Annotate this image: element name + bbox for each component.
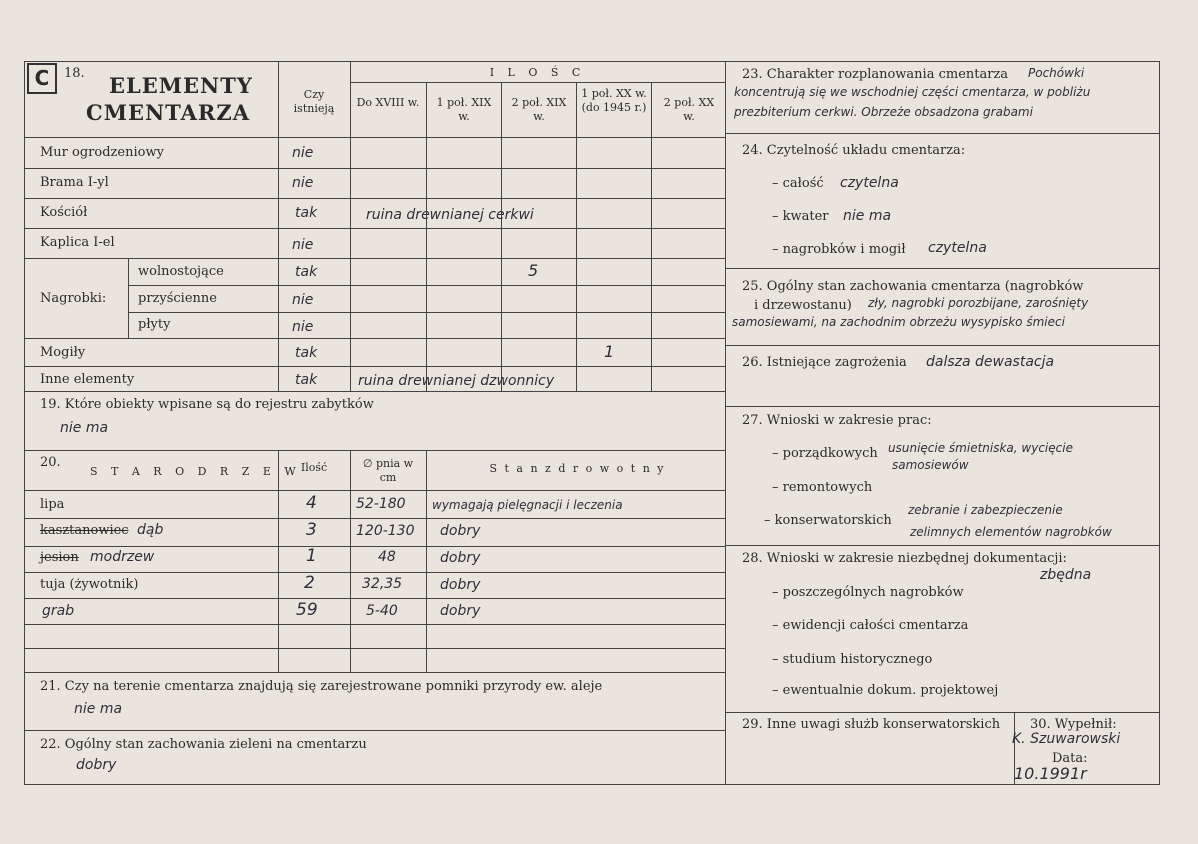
grid-v: [278, 61, 279, 391]
section-19-answer: nie ma: [60, 420, 109, 436]
section-27-a: – porządkowych: [772, 446, 878, 461]
tree-fi: 32,35: [362, 576, 403, 592]
starodrzew-title: S T A R O D R Z E W: [90, 465, 301, 478]
section-24-b: – kwater: [772, 209, 829, 224]
grid-h: [350, 82, 725, 83]
section-21-answer: nie ma: [74, 701, 123, 717]
grid-h: [24, 490, 725, 491]
section-24-a: – całość: [772, 176, 824, 191]
section-23-text: prezbiterium cerkwi. Obrzeże obsadzona grabami: [734, 105, 1033, 119]
tree-alt-name: dąb: [137, 522, 164, 538]
grid-h: [24, 598, 725, 599]
col-1pol-xx: 1 poł. XX w. (do 1945 r.): [581, 87, 647, 114]
section-c-badge: C: [27, 63, 57, 94]
section-28-text: zbędna: [1040, 567, 1092, 583]
grid-h: [24, 450, 725, 451]
section-27-b: – remontowych: [772, 480, 873, 495]
section-27-c-text: zebranie i zabezpieczenie: [908, 503, 1063, 517]
section-24-b-value: nie ma: [843, 208, 892, 224]
filled-by-name: K. Szuwarowski: [1012, 731, 1121, 747]
section-25-text: samosiewami, na zachodnim obrzeżu wysypisko śmieci: [732, 315, 1065, 329]
section-26-text: dalsza dewastacja: [926, 354, 1055, 370]
tree-name: jesion: [40, 550, 79, 565]
section-25-label-2: i drzewostanu): [754, 298, 852, 313]
row-value: nie: [292, 175, 314, 191]
section-23-label: 23. Charakter rozplanowania cmentarza: [742, 67, 1009, 82]
section-24-c-value: czytelna: [928, 240, 987, 256]
grid-v: [128, 258, 129, 338]
tree-fi: 48: [378, 549, 396, 565]
col-stan: S t a n z d r o w o t n y: [489, 462, 666, 475]
row-note: ruina drewnianej dzwonnicy: [358, 373, 555, 389]
section-29-label: 29. Inne uwagi służb konserwatorskich: [742, 717, 1001, 732]
col-ilosc: Ilość: [300, 461, 328, 474]
row-value: tak: [295, 205, 318, 221]
grid-h: [24, 672, 725, 673]
grid-h: [24, 730, 725, 731]
tree-count: 4: [306, 493, 317, 513]
tree-stan: dobry: [440, 577, 481, 593]
tree-stan: dobry: [440, 603, 481, 619]
grid-v: [350, 61, 351, 391]
row-label: Kaplica I-el: [40, 235, 115, 250]
grid-v: [501, 82, 502, 391]
row-label: Kościół: [40, 205, 88, 220]
section-24-a-value: czytelna: [840, 175, 899, 191]
row-label: Mogiły: [40, 345, 86, 360]
section-30-label: 30. Wypełnił:: [1030, 717, 1117, 732]
frame-right: [1159, 61, 1160, 784]
col-1pol-xix: 1 poł. XIX w.: [436, 96, 492, 123]
section-25-label-1: 25. Ogólny stan zachowania cmentarza (nagrobków: [742, 279, 1084, 294]
grid-h: [24, 572, 725, 573]
grid-h: [24, 366, 725, 367]
grid-h: [24, 338, 725, 339]
grid-h: [725, 345, 1159, 346]
row-label: Brama I-yl: [40, 175, 109, 190]
date-label: Data:: [1052, 751, 1088, 766]
section-27-a-text: samosiewów: [892, 458, 969, 472]
section-24-label: 24. Czytelność układu cmentarza:: [742, 143, 966, 158]
section-23-text: Pochówki: [1028, 66, 1085, 80]
section-22-label: 22. Ogólny stan zachowania zieleni na cmentarzu: [40, 737, 367, 752]
row-value: tak: [295, 345, 318, 361]
col-2pol-xx: 2 poł. XX w.: [663, 96, 715, 123]
grid-h: [24, 391, 725, 392]
section-28-a: – poszczególnych nagrobków: [772, 585, 964, 600]
tree-fi: 5-40: [366, 603, 398, 619]
grid-h: [725, 268, 1159, 269]
section-28-d: – ewentualnie dokum. projektowej: [772, 683, 999, 698]
tree-stan: dobry: [440, 523, 481, 539]
grid-h: [24, 546, 725, 547]
col-czy-istnieja: Czy istnieją: [293, 88, 335, 115]
section-28-label: 28. Wnioski w zakresie niezbędnej dokumentacji:: [742, 551, 1067, 566]
section-27-c-text: zelimnych elementów nagrobków: [910, 525, 1112, 539]
grid-h: [24, 648, 725, 649]
section-23-text: koncentrują się we wschodniej części cmentarza, w pobliżu: [734, 85, 1091, 99]
grid-h: [24, 228, 725, 229]
grid-v: [426, 450, 427, 672]
grid-h: [24, 624, 725, 625]
row-label: Mur ogrodzeniowy: [40, 145, 164, 160]
grid-h: [725, 133, 1159, 134]
row-label: wolnostojące: [138, 264, 224, 279]
section-25-text: zły, nagrobki porozbijane, zarośnięty: [868, 296, 1089, 310]
grid-h: [24, 137, 725, 138]
tree-alt-name: modrzew: [90, 549, 155, 565]
row-value: nie: [292, 145, 314, 161]
col-fi: ∅ pnia w cm: [362, 457, 414, 484]
row-value: nie: [292, 292, 314, 308]
col-ilosc-header: I L O Ś C: [489, 66, 586, 79]
section-22-answer: dobry: [76, 757, 117, 773]
grid-v: [278, 450, 279, 672]
tree-count: 3: [306, 520, 317, 540]
grid-h: [128, 312, 725, 313]
tree-fi: 120-130: [356, 523, 415, 539]
section-18-title-2: CMENTARZA: [86, 100, 251, 125]
tree-fi: 52-180: [356, 496, 406, 512]
section-28-b: – ewidencji całości cmentarza: [772, 618, 969, 633]
col-2pol-xix: 2 poł. XIX w.: [511, 96, 567, 123]
filled-date: 10.1991r: [1014, 764, 1087, 783]
grid-v: [350, 450, 351, 672]
nagrobki-label: Nagrobki:: [40, 291, 107, 306]
section-27-c: – konserwatorskich: [764, 513, 892, 528]
grid-v: [651, 82, 652, 391]
grid-h: [128, 285, 725, 286]
row-value: tak: [295, 264, 318, 280]
tree-name: kasztanowiec: [40, 523, 129, 538]
row-qty: 5: [528, 261, 539, 280]
grid-h: [24, 518, 725, 519]
section-24-c: – nagrobków i mogił: [772, 242, 906, 257]
row-label: Inne elementy: [40, 372, 135, 387]
tree-stan: dobry: [440, 550, 481, 566]
tree-count: 59: [296, 600, 318, 620]
tree-name: lipa: [40, 497, 65, 512]
frame-top: [24, 61, 1160, 62]
tree-name: tuja (żywotnik): [40, 577, 139, 592]
col-do-xviii: Do XVIII w.: [356, 96, 420, 109]
section-18-title-1: ELEMENTY: [109, 73, 253, 98]
row-value: nie: [292, 319, 314, 335]
grid-v: [576, 82, 577, 391]
grid-h: [725, 406, 1159, 407]
row-label: płyty: [138, 317, 171, 332]
tree-stan: wymagają pielęgnacji i leczenia: [432, 498, 623, 512]
grid-h: [725, 712, 1159, 713]
frame-bottom: [24, 784, 1160, 785]
section-28-c: – studium historycznego: [772, 652, 933, 667]
row-qty: 1: [604, 342, 615, 361]
grid-v: [426, 82, 427, 391]
section-27-label: 27. Wnioski w zakresie prac:: [742, 413, 932, 428]
tree-count: 2: [304, 573, 315, 593]
row-value: tak: [295, 372, 318, 388]
row-label: przyścienne: [138, 291, 217, 306]
frame-left: [24, 61, 25, 784]
grid-h: [24, 198, 725, 199]
section-18-number: 18.: [64, 66, 85, 81]
grid-h: [725, 545, 1159, 546]
section-20-number: 20.: [40, 455, 61, 470]
section-26-label: 26. Istniejące zagrożenia: [742, 355, 907, 370]
divider-main: [725, 61, 726, 784]
section-21-label: 21. Czy na terenie cmentarza znajdują się zarejestrowane pomniki przyrody ew. aleje: [40, 679, 603, 694]
grid-h: [24, 168, 725, 169]
tree-count: 1: [306, 546, 317, 566]
tree-alt-name: grab: [42, 603, 75, 619]
row-note: ruina drewnianej cerkwi: [366, 207, 534, 223]
section-27-a-text: usunięcie śmietniska, wycięcie: [888, 441, 1073, 455]
section-19-label: 19. Które obiekty wpisane są do rejestru zabytków: [40, 397, 374, 412]
grid-h: [24, 258, 725, 259]
row-value: nie: [292, 237, 314, 253]
